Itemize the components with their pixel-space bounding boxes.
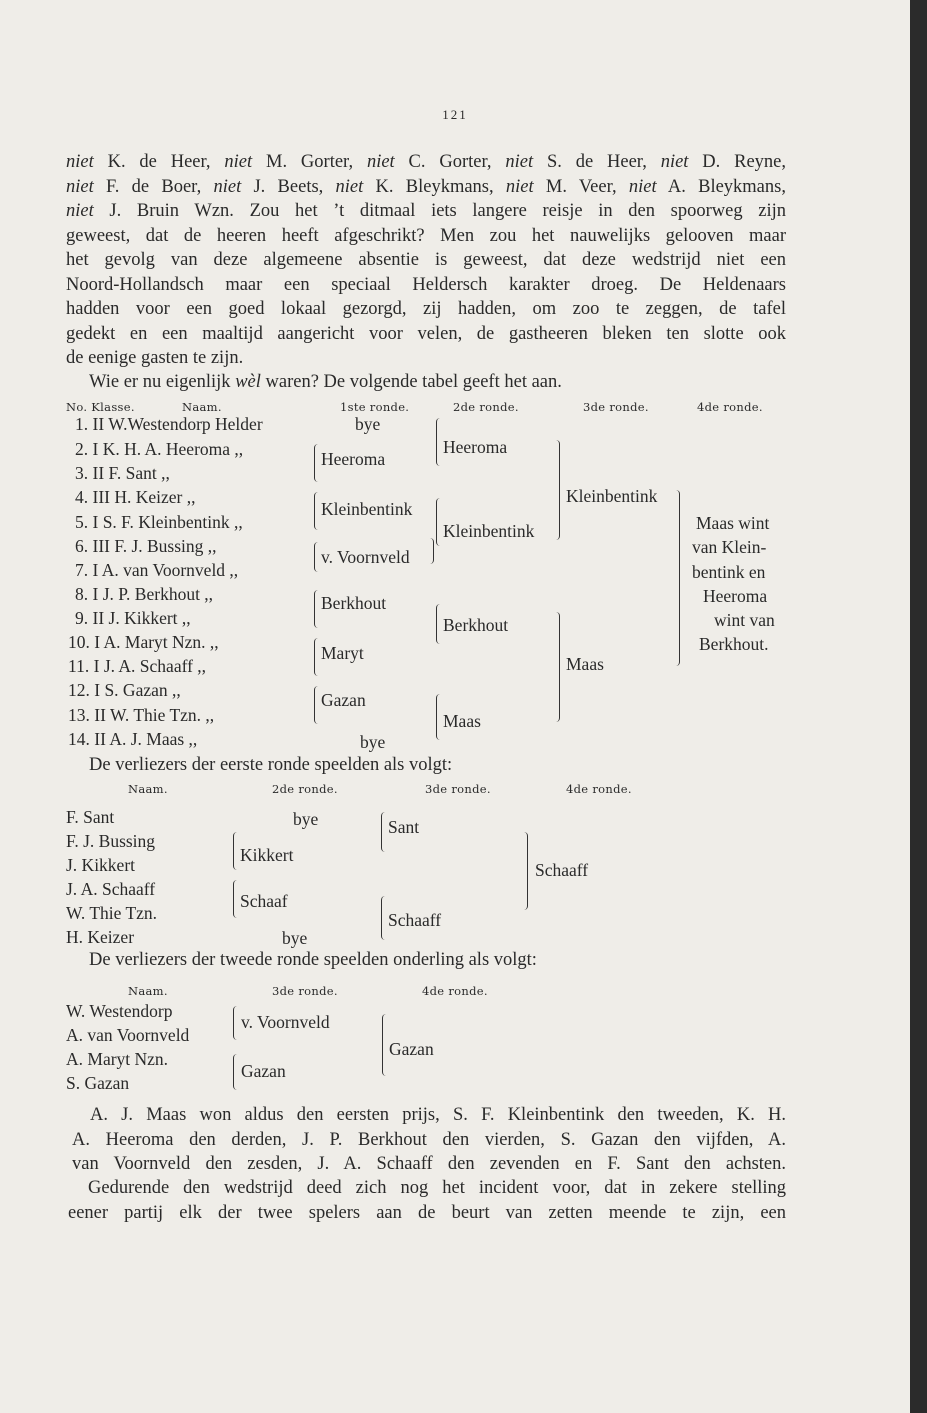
t2-name: F. Sant xyxy=(66,807,115,827)
t1-r1-maryt: Maryt xyxy=(321,643,364,663)
t2-r2-bye2: bye xyxy=(282,928,308,948)
t3-name: A. van Voornveld xyxy=(66,1025,190,1045)
t1-header-round1: 1ste ronde. xyxy=(340,400,410,414)
t1-r3-maas: Maas xyxy=(566,654,604,674)
result-paragraph xyxy=(72,1103,786,1177)
t2-name: W. Thie Tzn. xyxy=(66,903,158,923)
table-row: 5. I S. F. Kleinbentink ,, xyxy=(75,512,243,532)
t1-r2-heeroma: Heeroma xyxy=(443,437,508,457)
t1-r1-bye2: bye xyxy=(360,732,386,752)
t1-header-round3: 3de ronde. xyxy=(583,400,649,414)
bracket xyxy=(381,812,385,852)
bracket xyxy=(524,832,528,910)
intro-line: niet F. de Boer, niet J. Beets, niet K. Bleykmans, niet M. Veer, niet A. Bleykmans, xyxy=(66,176,786,197)
t1-r4-text: van Klein- xyxy=(692,537,767,557)
t2-header-round3: 3de ronde. xyxy=(425,782,491,796)
table-row: 4. III H. Keizer ,, xyxy=(75,487,196,507)
bracket xyxy=(233,832,237,870)
bracket xyxy=(233,1054,237,1090)
bracket xyxy=(314,686,318,724)
table-row: 14. II A. J. Maas ,, xyxy=(68,729,198,749)
t1-r1-gazan: Gazan xyxy=(321,690,366,710)
t3-r4-gazan: Gazan xyxy=(389,1039,434,1059)
t1-header-no-klasse: No. Klasse. xyxy=(66,400,135,414)
intro-line: niet J. Bruin Wzn. Zou het ’t ditmaal iets langere reisje in den spoorweg zijn xyxy=(66,201,786,221)
t3-name: A. Maryt Nzn. xyxy=(66,1049,169,1069)
result-line: A. Heeroma den derden, J. P. Berkhout den vierden, S. Gazan den vijfden, A. xyxy=(72,1129,786,1150)
t2-name: J. A. Schaaff xyxy=(66,879,156,899)
bracket xyxy=(556,612,560,722)
t1-r1-berkhout: Berkhout xyxy=(321,593,387,613)
table-row: 10. I A. Maryt Nzn. ,, xyxy=(68,632,219,652)
t3-header-round4: 4de ronde. xyxy=(422,984,488,998)
t1-r4-text: Maas wint xyxy=(696,513,770,533)
t2-header-naam: Naam. xyxy=(128,782,168,796)
intro-line: Noord-Hollandsch maar een speciaal Heldersch karakter droeg. De Heldenaars xyxy=(66,274,786,295)
table-row: 1. II W.Westendorp Helder xyxy=(75,414,263,434)
table-row: 12. I S. Gazan ,, xyxy=(68,680,181,700)
t1-r4-text: Heeroma xyxy=(703,586,768,606)
bracket xyxy=(233,1006,237,1040)
table-row: 3. II F. Sant ,, xyxy=(75,463,170,483)
bracket xyxy=(314,444,318,482)
table-row: 11. I J. A. Schaaff ,, xyxy=(68,656,207,676)
table-row: 2. I K. H. A. Heeroma ,, xyxy=(75,439,244,459)
t1-r2-maas: Maas xyxy=(443,711,481,731)
bracket xyxy=(381,896,385,940)
t3-header-naam: Naam. xyxy=(128,984,168,998)
intro-paragraph xyxy=(66,150,786,371)
bracket xyxy=(382,1014,386,1076)
bracket xyxy=(436,418,440,466)
t1-r1-heeroma: Heeroma xyxy=(321,449,386,469)
t2-r3-schaaff: Schaaff xyxy=(388,910,442,930)
t1-header-naam: Naam. xyxy=(182,400,222,414)
losers1-heading: De verliezers der eerste ronde speelden als volgt: xyxy=(89,755,453,775)
question-line: Wie er nu eigenlijk wèl waren? De volgende tabel geeft het aan. xyxy=(89,372,562,392)
bracket xyxy=(233,880,237,918)
bracket xyxy=(314,542,318,572)
t1-header-round2: 2de ronde. xyxy=(453,400,519,414)
t2-r2-bye: bye xyxy=(293,809,319,829)
table-row: 6. III F. J. Bussing ,, xyxy=(75,536,217,556)
t3-name: S. Gazan xyxy=(66,1073,130,1093)
intro-line: hadden voor een goed lokaal gezorgd, zij hadden, om zoo te zeggen, de tafel xyxy=(66,299,786,319)
bracket xyxy=(314,638,318,676)
t1-r4-text: bentink en xyxy=(692,562,766,582)
intro-line: het gevolg van deze algemeene absentie is geweest, dat deze wedstrijd niet een xyxy=(66,250,786,270)
intro-line: gedekt en een maaltijd aangericht voor velen, de gastheeren bleken ten slotte ook xyxy=(66,323,786,344)
table-row: 7. I A. van Voornveld ,, xyxy=(75,560,239,580)
t2-name: H. Keizer xyxy=(66,927,135,947)
t2-name: F. J. Bussing xyxy=(66,831,156,851)
page-edge xyxy=(910,0,927,1413)
t1-r2-berkhout: Berkhout xyxy=(443,615,509,635)
t1-header-round4: 4de ronde. xyxy=(697,400,763,414)
intro-line: niet K. de Heer, niet M. Gorter, niet C. Gorter, niet S. de Heer, niet D. Reyne, xyxy=(66,152,786,172)
t1-r3-kleinbentink: Kleinbentink xyxy=(566,486,658,506)
bracket xyxy=(676,490,680,666)
t2-header-round4: 4de ronde. xyxy=(566,782,632,796)
t3-name: W. Westendorp xyxy=(66,1001,173,1021)
t1-r2-kleinbentink: Kleinbentink xyxy=(443,521,535,541)
t2-r3-sant: Sant xyxy=(388,817,420,837)
bracket xyxy=(436,498,440,546)
t3-r3-gazan: Gazan xyxy=(241,1061,286,1081)
t2-header-round2: 2de ronde. xyxy=(272,782,338,796)
t1-r4-text: wint van xyxy=(714,610,775,630)
page-number: 121 xyxy=(442,107,468,122)
t1-r1-voornveld: v. Voornveld xyxy=(321,547,410,567)
result-line: A. J. Maas won aldus den eersten prijs, S. F. Kleinbentink den tweeden, K. H. xyxy=(90,1105,786,1125)
result-line: van Voornveld den zesden, J. A. Schaaff den zevenden en F. Sant den achsten. xyxy=(72,1154,786,1174)
bracket xyxy=(436,604,440,644)
t1-r4-text: Berkhout. xyxy=(699,634,769,654)
t2-r2-kikkert: Kikkert xyxy=(240,845,294,865)
bracket xyxy=(314,590,318,628)
intro-line: geweest, dat de heeren heeft afgeschrikt? Men zou het nauwelijks gelooven maar xyxy=(66,225,786,246)
bracket xyxy=(556,440,560,540)
bracket xyxy=(314,492,318,530)
closing-paragraph xyxy=(68,1176,786,1225)
t1-r1-kleinbentink: Kleinbentink xyxy=(321,499,413,519)
t2-name: J. Kikkert xyxy=(66,855,136,875)
table-row: 8. I J. P. Berkhout ,, xyxy=(75,584,214,604)
bracket xyxy=(430,538,434,564)
t1-r1-bye: bye xyxy=(355,414,381,434)
t3-r3-voornveld: v. Voornveld xyxy=(241,1012,330,1032)
intro-line: de eenige gasten te zijn. xyxy=(66,348,244,368)
t2-r4-schaaff: Schaaff xyxy=(535,860,589,880)
t2-r2-schaaf: Schaaf xyxy=(240,891,288,911)
t3-header-round3: 3de ronde. xyxy=(272,984,338,998)
closing-line: eener partij elk der twee spelers aan de beurt van zetten meende te zijn, een xyxy=(68,1202,786,1223)
losers2-heading: De verliezers der tweede ronde speelden onderling als volgt: xyxy=(89,950,537,970)
table-row: 13. II W. Thie Tzn. ,, xyxy=(68,705,215,725)
table-row: 9. II J. Kikkert ,, xyxy=(75,608,191,628)
bracket xyxy=(436,694,440,740)
closing-line: Gedurende den wedstrijd deed zich nog het incident voor, dat in zekere stelling xyxy=(88,1178,786,1198)
